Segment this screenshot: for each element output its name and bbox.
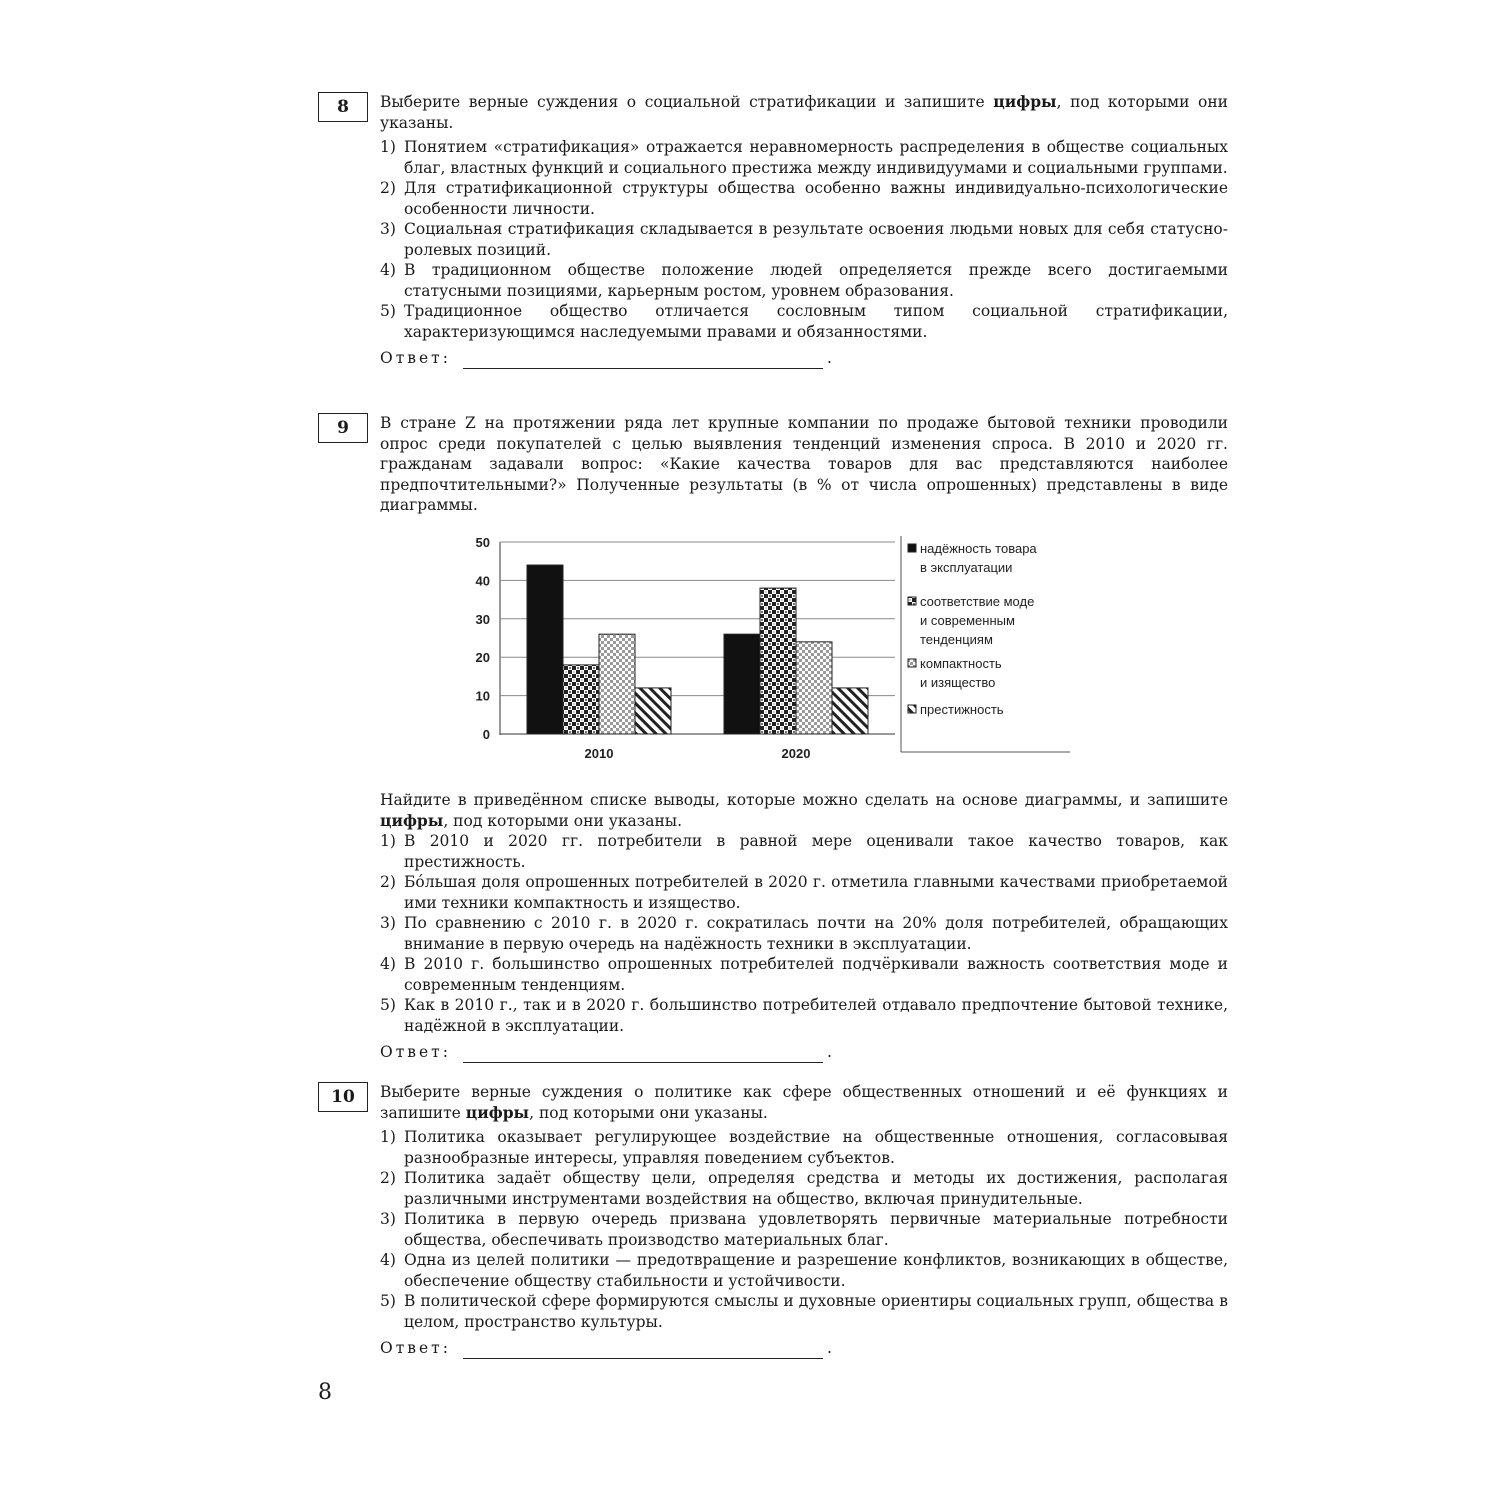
y-tick-label: 10	[475, 688, 490, 704]
option-text: Одна из целей политики — предотвращение и разрешение конфликтов, возникающих в обществе, обеспечение обществу стабильности и устойчивости.	[404, 1251, 1228, 1290]
option-text: В 2010 г. большинство опрошенных потребителей подчёркивали важность соответствия моде и современным тенденциям.	[404, 955, 1228, 994]
bar	[760, 588, 796, 734]
bar	[599, 634, 635, 734]
option-number: 4)	[380, 1251, 396, 1269]
task-body	[380, 92, 1228, 369]
option-item	[380, 913, 1228, 954]
option-item	[380, 995, 1228, 1036]
option-text: Бо́льшая доля опрошенных потребителей в 2020 г. отметила главными качествами приобретаемой ими техники компактность и изящество.	[404, 873, 1228, 912]
option-text: Для стратификационной структуры общества особенно важны индивидуально-психологические особенности личности.	[404, 179, 1228, 218]
option-number: 1)	[380, 1128, 396, 1146]
option-number: 4)	[380, 261, 396, 279]
task-question: Найдите в приведённом списке выводы, которые можно сделать на основе диаграммы, и запишите цифры, под которыми они указаны.	[380, 791, 1228, 830]
answer-field[interactable]: Ответ: .	[380, 349, 832, 367]
task-number-box: 10	[318, 1082, 368, 1112]
option-item	[380, 219, 1228, 260]
option-text: Традиционное общество отличается сословным типом социальной стратификации, характеризующимся наследуемыми правами и обязанностями.	[404, 302, 1228, 341]
task-prompt: В стране Z на протяжении ряда лет крупные компании по продаже бытовой техники проводили опрос среди покупателей с целью выявления тенденций изменения спроса. В 2010 и 2020 гг. гражданам задавали вопрос: «Какие качества товаров для вас представляются наиболее предпочтительными?» Полученные результаты (в % от числа опрошенных) представлены в виде диаграммы.	[380, 414, 1228, 514]
option-number: 1)	[380, 138, 396, 156]
task-prompt: Выберите верные суждения о социальной стратификации и запишите цифры, под которыми они указаны.	[380, 92, 1228, 132]
option-item	[380, 1250, 1228, 1291]
option-item	[380, 301, 1228, 342]
option-text: Политика оказывает регулирующее воздействие на общественные отношения, согласовывая разнообразные интересы, управляя поведением субъектов.	[404, 1128, 1228, 1167]
y-tick-label: 20	[475, 650, 490, 666]
option-text: Понятием «стратификация» отражается неравномерность распределения в обществе социальных благ, властных функций и социального престижа между индивидуумами и социальными группами.	[404, 138, 1228, 177]
bar	[724, 634, 760, 734]
legend-swatch	[908, 544, 916, 552]
legend-label: компактность	[920, 656, 1002, 671]
option-number: 3)	[380, 220, 396, 238]
bar	[832, 688, 868, 734]
option-text: Как в 2010 г., так и в 2020 г. большинство потребителей отдавало предпочтение бытовой технике, надёжной в эксплуатации.	[404, 996, 1228, 1035]
option-item	[380, 954, 1228, 995]
option-item	[380, 1291, 1228, 1332]
option-text: В 2010 и 2020 гг. потребители в равной мере оценивали такое качество товаров, как престижность.	[404, 832, 1228, 871]
answer-field[interactable]: Ответ: .	[380, 1043, 832, 1061]
option-number: 3)	[380, 1210, 396, 1228]
option-item	[380, 178, 1228, 219]
option-number: 5)	[380, 1292, 396, 1310]
answer-field[interactable]: Ответ: .	[380, 1339, 832, 1357]
bar-chart-svg	[460, 530, 1080, 780]
x-tick-label: 2020	[781, 746, 811, 761]
option-text: Политика в первую очередь призвана удовлетворять первичные материальные потребности общества, обеспечивать производство материальных благ.	[404, 1210, 1228, 1249]
option-number: 5)	[380, 302, 396, 320]
task-body	[380, 1082, 1228, 1359]
legend-label: и современным	[920, 613, 1015, 628]
option-item	[380, 260, 1228, 301]
page-number: 8	[318, 1380, 332, 1405]
x-tick-label: 2010	[584, 746, 614, 761]
option-list	[380, 1127, 1228, 1332]
legend-label: соответствие моде	[920, 594, 1035, 609]
legend-label: надёжность товара	[920, 541, 1037, 556]
option-item	[380, 1168, 1228, 1209]
bar	[635, 688, 671, 734]
bar	[796, 642, 832, 734]
task-prompt: Выберите верные суждения о политике как сфере общественных отношений и её функциях и запишите цифры, под которыми они указаны.	[380, 1083, 1228, 1122]
bar	[563, 665, 599, 734]
answer-line[interactable]	[463, 354, 823, 369]
option-text: Социальная стратификация складывается в результате освоения людьми новых для себя статусно-ролевых позиций.	[404, 220, 1228, 259]
legend-swatch	[908, 705, 916, 713]
bar	[527, 565, 563, 734]
task-number-box: 9	[318, 413, 368, 443]
bar-chart	[460, 530, 1080, 780]
option-number: 2)	[380, 179, 396, 197]
option-list	[380, 137, 1228, 342]
answer-line[interactable]	[463, 1344, 823, 1359]
option-list	[380, 831, 1228, 1036]
legend-label: тенденциям	[920, 632, 993, 647]
option-number: 4)	[380, 955, 396, 973]
legend-label: престижность	[920, 702, 1004, 717]
task-body	[380, 790, 1228, 1063]
option-item	[380, 831, 1228, 872]
option-number: 5)	[380, 996, 396, 1014]
option-item	[380, 1127, 1228, 1168]
y-tick-label: 0	[482, 727, 490, 742]
legend-label: и изящество	[920, 675, 996, 690]
task-number-box: 8	[318, 92, 368, 122]
y-tick-label: 30	[475, 611, 490, 627]
option-text: По сравнению с 2010 г. в 2020 г. сократилась почти на 20% доля потребителей, обращающих внимание в первую очередь на надёжность техники в эксплуатации.	[404, 914, 1228, 953]
option-number: 1)	[380, 832, 396, 850]
task-body	[380, 413, 1228, 516]
option-number: 2)	[380, 873, 396, 891]
y-tick-label: 40	[475, 573, 490, 589]
answer-line[interactable]	[463, 1048, 823, 1063]
legend-swatch	[908, 597, 916, 605]
option-item	[380, 872, 1228, 913]
option-number: 3)	[380, 914, 396, 932]
option-text: В политической сфере формируются смыслы и духовные ориентиры социальных групп, общества в целом, пространство культуры.	[404, 1292, 1228, 1331]
option-text: Политика задаёт обществу цели, определяя средства и методы их достижения, располагая различными инструментами воздействия на общество, включая принудительные.	[404, 1169, 1228, 1208]
legend-label: в эксплуатации	[920, 560, 1013, 575]
option-number: 2)	[380, 1169, 396, 1187]
option-item	[380, 137, 1228, 178]
option-text: В традиционном обществе положение людей определяется прежде всего достигаемыми статусными позициями, карьерным ростом, уровнем образования.	[404, 261, 1228, 300]
y-tick-label: 50	[475, 535, 490, 550]
option-item	[380, 1209, 1228, 1250]
legend-swatch	[908, 659, 916, 667]
